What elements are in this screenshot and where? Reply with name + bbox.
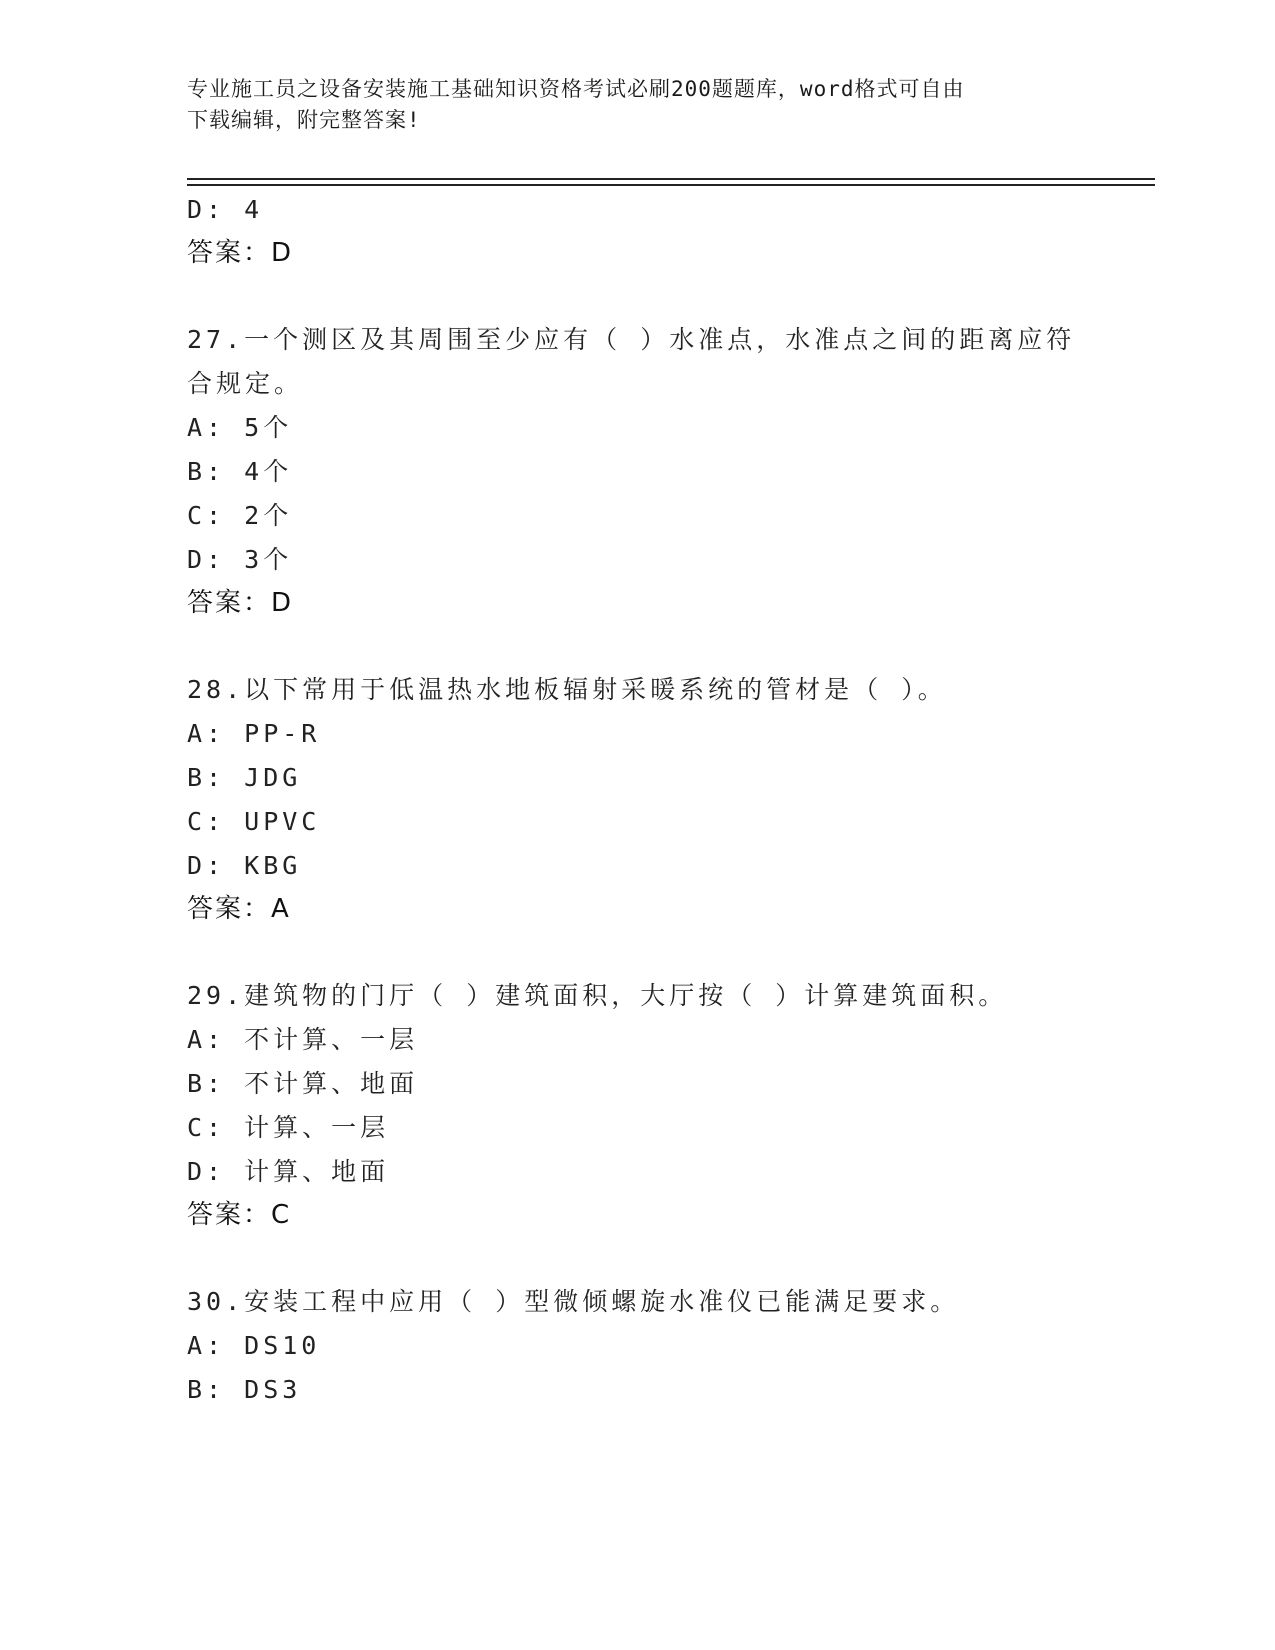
- header-line-1: 专业施工员之设备安装施工基础知识资格考试必刷200题题库，word格式可自由: [187, 77, 965, 101]
- question-29-option-a: A: 不计算、一层: [187, 1025, 419, 1054]
- option-d-continued: D: 4: [187, 195, 264, 224]
- question-29-option-b: B: 不计算、地面: [187, 1069, 419, 1098]
- question-28-option-a: A: PP-R: [187, 719, 321, 748]
- question-29-stem: 29.建筑物的门厅（ ）建筑面积，大厅按（ ）计算建筑面积。: [187, 981, 1008, 1010]
- question-27-option-a: A: 5个: [187, 413, 293, 442]
- question-30-stem: 30.安装工程中应用（ ）型微倾螺旋水准仪已能满足要求。: [187, 1287, 960, 1316]
- question-27-answer: 答案：D: [187, 588, 294, 618]
- document-header: [187, 74, 1067, 136]
- question-30-option-b: B: DS3: [187, 1375, 302, 1404]
- question-29-answer: 答案：C: [187, 1200, 292, 1230]
- question-28-option-d: D: KBG: [187, 851, 302, 880]
- question-28-option-c: C: UPVC: [187, 807, 321, 836]
- question-27-option-c: C: 2个: [187, 501, 293, 530]
- question-29-option-c: C: 计算、一层: [187, 1113, 390, 1142]
- header-divider-bottom: [187, 184, 1155, 186]
- question-28-answer: 答案：A: [187, 894, 291, 924]
- question-29-option-d: D: 计算、地面: [187, 1157, 390, 1186]
- question-28-stem: 28.以下常用于低温热水地板辐射采暖系统的管材是（ ）。: [187, 675, 947, 704]
- question-27-option-b: B: 4个: [187, 457, 293, 486]
- question-30-option-a: A: DS10: [187, 1331, 321, 1360]
- question-27-stem-line-1: 27.一个测区及其周围至少应有（ ）水准点，水准点之间的距离应符: [187, 325, 1076, 354]
- question-27-option-d: D: 3个: [187, 545, 293, 574]
- header-line-2: 下载编辑，附完整答案!: [187, 108, 421, 132]
- question-27-stem-line-2: 合规定。: [187, 369, 304, 398]
- question-28-option-b: B: JDG: [187, 763, 302, 792]
- header-divider-top: [187, 178, 1155, 180]
- answer-continued: 答案：D: [187, 238, 294, 268]
